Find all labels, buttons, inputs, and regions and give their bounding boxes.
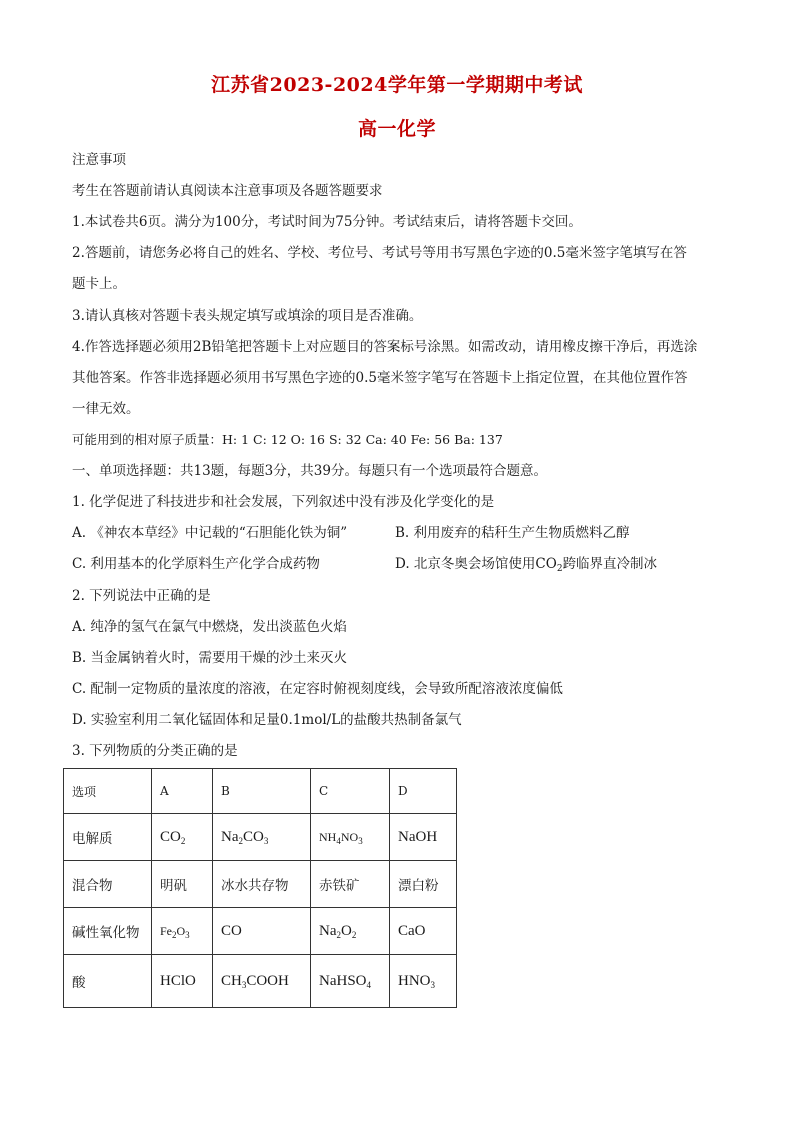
table-header-cell: 选项 (64, 769, 152, 814)
table-header-row (64, 769, 457, 814)
table-cell: CO (213, 908, 311, 955)
q1-stem: 1. 化学促进了科技进步和社会发展，下列叙述中没有涉及化学变化的是 (72, 494, 495, 510)
table-cell: $HNO_3$ (390, 955, 457, 1008)
table-row (64, 814, 457, 861)
q2-option-b: B. 当金属钠着火时，需要用干燥的沙土来灭火 (72, 650, 348, 666)
table-cell: 漂白粉 (390, 861, 457, 908)
notice-heading: 注意事项 (72, 152, 126, 168)
q1-option-a: A. 《神农本草经》中记载的“石胆能化铁为铜” (72, 525, 348, 541)
q2-option-a: A. 纯净的氢气在氯气中燃烧，发出淡蓝色火焰 (72, 619, 347, 635)
notice-intro: 考生在答题前请认真阅读本注意事项及各题答题要求 (72, 183, 383, 199)
table-cell: NaHSO$_4$ (311, 955, 390, 1008)
table-header-cell: B (213, 769, 311, 814)
row-label: 碱性氧化物 (64, 908, 152, 955)
table-cell: $CH_3COOH$ (213, 955, 311, 1008)
table-row (64, 908, 457, 955)
notice-item-4-line3: 一律无效。 (72, 401, 140, 417)
classification-table (63, 768, 457, 1008)
notice-item-1: 1.本试卷共6页。满分为100分，考试时间为75分钟。考试结束后，请将答题卡交回。 (72, 214, 582, 230)
q1-option-c: C. 利用基本的化学原料生产化学合成药物 (72, 556, 320, 572)
notice-item-4-line1: 4.作答选择题必须用2B铅笔把答题卡上对应题目的答案标号涂黑。如需改动，请用橡皮擦干净后，再选涂 (72, 339, 698, 355)
q2-option-c: C. 配制一定物质的量浓度的溶液，在定容时俯视刻度线，会导致所配溶液浓度偏低 (72, 681, 563, 697)
q3-stem: 3. 下列物质的分类正确的是 (72, 743, 238, 759)
notice-item-2-line2: 题卡上。 (72, 276, 126, 292)
q1-option-b: B. 利用废弃的秸秆生产生物质燃料乙醇 (395, 525, 630, 541)
notice-item-3: 3.请认真核对答题卡表头规定填写或填涂的项目是否准确。 (72, 308, 423, 324)
table-cell: HClO (152, 955, 213, 1008)
table-cell: 赤铁矿 (311, 861, 390, 908)
notice-item-4-line2: 其他答案。作答非选择题必须用书写黑色字迹的0.5毫米签字笔写在答题卡上指定位置，在其他位置作答 (72, 370, 688, 386)
table-cell: NaOH (390, 814, 457, 861)
table-header-cell: A (152, 769, 213, 814)
q2-stem: 2. 下列说法中正确的是 (72, 588, 211, 604)
table-cell: 明矾 (152, 861, 213, 908)
table-row (64, 861, 457, 908)
q2-option-d: D. 实验室利用二氧化锰固体和足量0.1mol/L的盐酸共热制备氯气 (72, 712, 462, 728)
table-row (64, 955, 457, 1008)
table-cell: 冰水共存物 (213, 861, 311, 908)
atomic-masses: 可能用到的相对原子质量：H: 1 C: 12 O: 16 S: 32 Ca: 40 Fe: 56 Ba: 137 (72, 432, 503, 447)
table-cell: $NH_4NO_3$ (311, 814, 390, 861)
table-cell: $Na_2O_2$ (311, 908, 390, 955)
exam-title: 江苏省2023-2024学年第一学期期中考试 (211, 74, 583, 96)
table-header-cell: C (311, 769, 390, 814)
q1-option-d: D. 北京冬奥会场馆使用$CO_2$跨临界直冷制冰 (395, 556, 658, 574)
table-cell: $Fe_2O_3$ (152, 908, 213, 955)
row-label: 酸 (64, 955, 152, 1008)
table-cell: CaO (390, 908, 457, 955)
notice-item-2-line1: 2.答题前，请您务必将自己的姓名、学校、考位号、考试号等用书写黑色字迹的0.5毫米签字笔填写在答 (72, 245, 687, 261)
section-heading: 一、单项选择题：共13题，每题3分，共39分。每题只有一个选项最符合题意。 (72, 463, 547, 479)
table-header-cell: D (390, 769, 457, 814)
table-cell: $CO_2$ (152, 814, 213, 861)
exam-subject: 高一化学 (357, 118, 436, 140)
row-label: 电解质 (64, 814, 152, 861)
table-cell: $Na_2CO_3$ (213, 814, 311, 861)
row-label: 混合物 (64, 861, 152, 908)
